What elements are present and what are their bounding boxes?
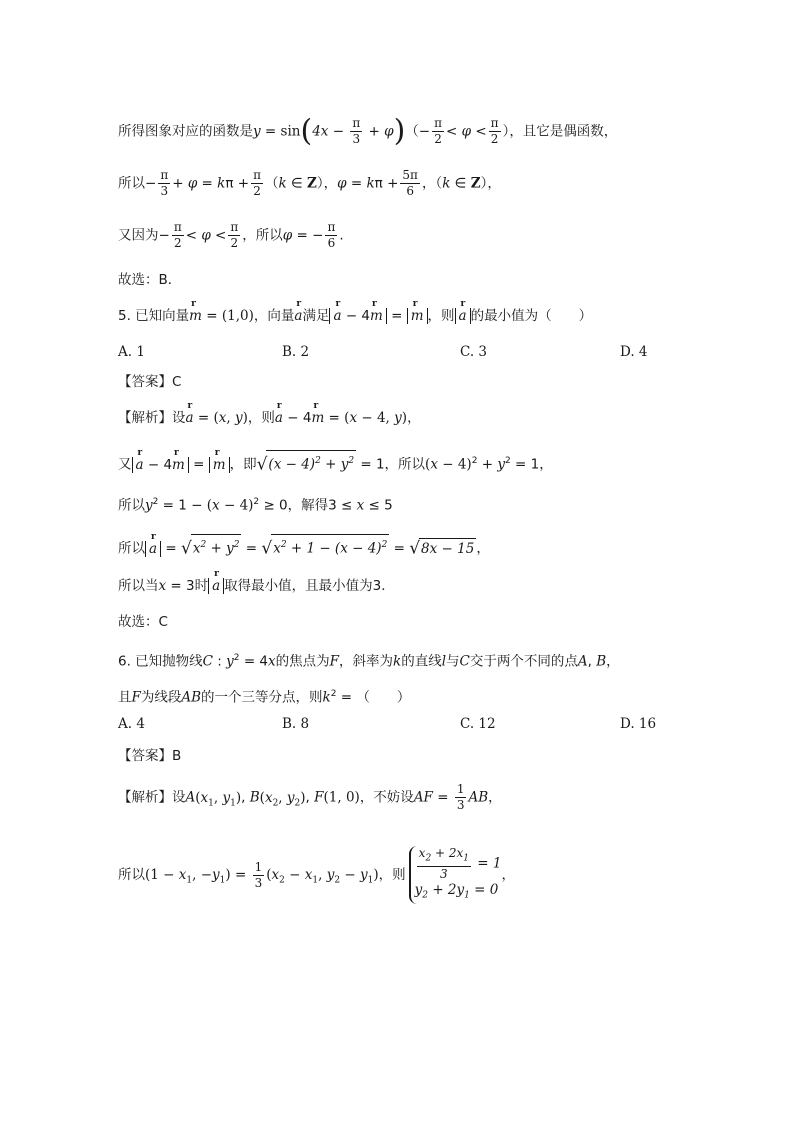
text-line-3: 又因为− $\frac{\pi}{2}$ < φ < $\frac{\pi}{2}$ ，所以φ = − $\frac{\pi}{6}$ . [118, 220, 344, 250]
text: 【答案】B [118, 748, 182, 764]
text: 时 [194, 578, 209, 594]
q6-option-d: D. 16 [620, 716, 657, 732]
choose-5 [118, 612, 168, 632]
text: 【解析】设 [118, 410, 186, 426]
text: ）， [316, 175, 338, 192]
text: 所得图象对应的函数是 [118, 123, 253, 140]
text: 的最小值为（ ） [470, 308, 593, 324]
explanation-5-line-5: 所以当x = 3时r a 取得最小值，且最小值为3． [118, 576, 395, 596]
text: ，即 [229, 456, 257, 473]
question-6-line-2: 且F为线段AB的一个三等分点，则$k^2$ = （ ） [118, 689, 411, 706]
answer-6 [118, 746, 181, 766]
text: 故选：C [118, 614, 168, 630]
text: ，则 [378, 867, 406, 884]
text: 所以 [118, 540, 145, 557]
explanation-5-line-1: 【解析】设r a = (x, y)，则r a − 4r m = (x − 4, y)， [118, 408, 421, 428]
text: 的一个三等分点，则 [201, 689, 323, 706]
q5-option-d: D. 4 [620, 344, 648, 360]
q6-option-c: C. 12 [460, 716, 496, 732]
text: 与 [446, 653, 460, 670]
text: 所以当 [118, 578, 159, 594]
text: ，所以 [384, 456, 426, 473]
text: ， [488, 789, 502, 806]
text: 又 [118, 456, 132, 473]
text: 满足 [302, 308, 330, 324]
text-line-2: 所以− $\frac{\pi}{3}$ + φ = kπ + $\frac{\pi}{2}$ （k ∈ Z），φ = kπ + $\frac{5\pi}{6}$ ，（k ∈ Z）， [118, 168, 501, 198]
q6-option-a: A. 4 [118, 716, 145, 732]
text: 3． [372, 578, 395, 594]
q5-option-b: B. 2 [282, 344, 310, 360]
text: 【解析】设 [118, 789, 186, 806]
text: 【答案】C [118, 374, 182, 390]
text: 交于两个不同的点 [469, 653, 578, 670]
text: ， [606, 653, 620, 670]
text: ，斜率为 [339, 653, 394, 670]
q6-option-b: B. 8 [282, 716, 310, 732]
text: 且 [118, 689, 132, 706]
answer-5 [118, 372, 181, 392]
q5-option-a: A. 1 [118, 344, 145, 360]
explanation-5-line-4: 所以r $a = √x^2 + y^2 = √x^2 + 1 - (x - 4)^2 = √8x - 15$ ， [118, 534, 490, 559]
text: 6. 已知抛物线 [118, 653, 203, 670]
explanation-5-line-2: 又r a − 4r m = r m ，即$√(x - 4)^2 + y^2 = 1$，所以$(x - 4)^2 + y^2 = 1$， [118, 450, 553, 475]
text: 取得最小值，且最小值为 [224, 578, 373, 594]
text: （ ） [356, 689, 411, 706]
question-5: 5. 已知向量r m = (1,0)，向量r a满足r a − 4r m = r m ，则r a 的最小值为（ ） [118, 306, 592, 326]
text: ，解得 [287, 497, 329, 514]
text: 的直线 [401, 653, 442, 670]
explanation-6-line-2: 所以($1 - x_1$, $-y_1$) = $\frac{1}{3}$ ($x_2 - x_1$, $y_2 - y_1$)，则 $\frac{x_2 + 2x_1}{3}$ = 1 $y_2 + 2y_1 = 0$ ， [118, 846, 515, 904]
text: （ [264, 175, 279, 192]
text: ，则 [427, 308, 455, 324]
text: 所以 [118, 867, 145, 884]
text: ，所以 [242, 227, 283, 244]
text-line-1: 所得图象对应的函数是y = sin(4x − $\frac{\pi}{3}$ + φ)（− $\frac{\pi}{2}$ < φ < $\frac{\pi}{2}$ ），且它是偶函数， [118, 113, 618, 149]
text: ，（ [421, 175, 443, 192]
text: ， [501, 867, 515, 884]
q5-option-c: C. 3 [460, 344, 488, 360]
explanation-6-line-1: 【解析】设$A(x_1$, $y_1$), $B(x_2$, $y_2$), F(1, 0)，不妨设AF = $\frac{1}{3}$ AB， [118, 782, 502, 812]
question-6-line-1: 6. 已知抛物线C : $y^2 = 4x$的焦点为F，斜率为k的直线l与C交于两个不同的点A, B， [118, 653, 620, 670]
text: ）， [480, 175, 501, 192]
text: ，且它是偶函数， [509, 123, 618, 140]
explanation-5-line-3: 所以$y^2 = 1 - (x - 4)^2 \ge 0$，解得3 ≤ x ≤ 5 [118, 497, 393, 514]
text: 5. 已知向量 [118, 308, 190, 324]
text: 的焦点为 [275, 653, 330, 670]
text: 所以 [118, 175, 145, 192]
text: 又因为 [118, 227, 159, 244]
text: 所以 [118, 497, 145, 514]
text: ，则 [247, 410, 275, 426]
text: 为线段 [140, 689, 182, 706]
text: ，向量 [253, 308, 295, 324]
text: ，不妨设 [359, 789, 414, 806]
text-line-4 [118, 270, 181, 290]
text: 故选：B． [118, 272, 182, 288]
